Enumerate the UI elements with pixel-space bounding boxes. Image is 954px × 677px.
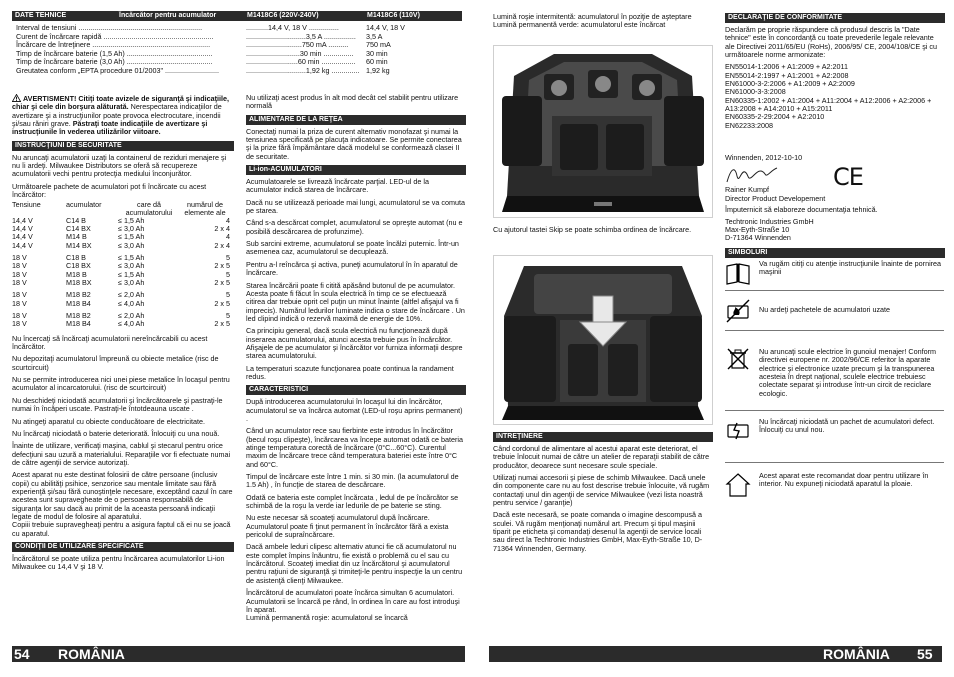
signer-name: Rainer Kumpf xyxy=(725,185,769,195)
spec-header-model1: M1418C6 (220V-240V) xyxy=(247,12,319,19)
company-name: Techtronic Industries GmbH xyxy=(725,216,814,226)
paragraph: Când s-a descărcat complet, acumulatorul se opreşte automat (nu e posibilă descărcarea de profunzime). xyxy=(246,218,463,236)
paragraph: Dacă nu se utilizează perioade mai lungi, acumulatorul se va comuta pe starea. xyxy=(246,197,465,216)
section-header-safety: INSTRUCŢIUNI DE SECURITATE xyxy=(12,141,234,151)
page-number: 54 xyxy=(14,646,30,662)
symbol-row xyxy=(725,418,945,454)
spec-header-product: Încărcător pentru acumulator xyxy=(119,12,217,19)
spec-row: Timp de încărcare baterie (3,0 Ah) ........................................... ..........................60 min ................. 60 min xyxy=(16,57,388,66)
symbol-row xyxy=(725,470,945,506)
section-header-maintenance: INTREŢINERE xyxy=(493,432,713,442)
section-header-li-ion: Li-ion-ACUMULATORI xyxy=(246,165,466,175)
table-row: 14,4 V C14 BX ≤ 3,0 Ah 2 x 4 xyxy=(12,223,230,233)
place-date: Winnenden, 2012-10-10 xyxy=(725,153,803,163)
photo-caption: Cu ajutorul tastei Skip se poate schimba ordinea de încărcare. xyxy=(493,226,692,234)
damaged-battery-icon xyxy=(725,418,751,444)
warning-triangle-icon xyxy=(12,94,21,102)
section-header-mains: ALIMENTARE DE LA REŢEA xyxy=(246,115,466,125)
paragraph: Ca principiu general, dacă scula electrică nu funcţionează după inserarea acumulatorului, atunci acesta trebuie pus în încărcător. Afişajele de pe acumulator şi încărcător vor furniza informaţii despre starea acumulatorului. xyxy=(246,326,463,361)
spec-row: Greutatea conform „EPTA procedure 01/2003" ........................... ..............................1,92 kg .............. 1,92 kg xyxy=(16,65,390,75)
paragraph: Lumină roşie intermitentă: acumulatorul în poziţie de aşteptare xyxy=(493,13,692,21)
table-row: 14,4 V C14 B ≤ 1,5 Ah 4 xyxy=(12,215,230,225)
paragraph: Utilizaţi numai accesorii şi piese de schimb Milwaukee. Dacă unele din componente care nu au fost descrise trebuie înlocuite, vă rugăm contactaţi unul din agenţii de service Milwaukee (vezi lista noastră pentru service / garanţie) xyxy=(493,473,710,508)
list-item: EN55014-1:2006 + A1:2009 + A2:2011 xyxy=(725,62,848,72)
paragraph: Lumină permanentă verde: acumulatorul este încărcat xyxy=(493,20,666,30)
paragraph: Dacă este necesară, se poate comanda o imagine descompusă a sculei. Vă rugăm menţionaţi numărul art. Precum şi tipul maşinii tiparit pe eticheta şi comandaţi desenul la agenţii de service locali sau direct la Techtronic Industries GmbH, Max-Eyth-Straße 10, D-71364 Winnenden, Germany. xyxy=(493,510,703,553)
table-row: 14,4 V M14 BX ≤ 3,0 Ah 2 x 4 xyxy=(12,240,230,250)
symbol-row xyxy=(725,338,945,398)
table-row: 18 V M18 B4 ≤ 4,0 Ah 2 x 5 xyxy=(12,298,230,308)
divider xyxy=(725,330,944,331)
list-item: EN60335-2-29:2004 + A2:2010 xyxy=(725,112,825,122)
paragraph: Nu este necesar să scoateţi acumulatorul după încărcare. Acumulatorul poate fi ţinut permanent în încărcător fără a exista pericolul de supraîncărcare. xyxy=(246,513,449,540)
paragraph: Nu depozitaţi acumulatorul împreună cu obiecte metalice (risc de scurtcircuit) xyxy=(12,354,219,372)
paragraph: Copiii trebuie supravegheaţi pentru a asigura faptul că ei nu se joacă cu aparatul. xyxy=(12,520,231,538)
warning-bold-2: Păstraţi toate indicaţiile de avertizare şi instrucţiunile în vederea utilizărilor viitoare. xyxy=(12,119,208,137)
crossed-bin-icon xyxy=(725,346,751,372)
paragraph: Încărcătorul de acumulatori poate încărca simultan 6 acumulatori. Acumulatorii se încarcă pe rând, în ordinea în care au fost introduşi în aparat. xyxy=(246,588,460,614)
symbol-text: Va rugăm citiţi cu atenţie instrucţiunile înainte de pornirea maşinii xyxy=(759,259,942,277)
spec-row: Timp de încărcare baterie (1,5 Ah) ........................................... ...........................30 min ............... 30 min xyxy=(16,48,388,58)
table-row: 18 V M18 BX ≤ 3,0 Ah 2 x 5 xyxy=(12,278,230,288)
page-number: 55 xyxy=(917,646,933,662)
list-item: EN61000-3-3:2008 xyxy=(725,87,786,97)
table-row: 14,4 V M14 B ≤ 1,5 Ah 4 xyxy=(12,232,230,242)
paragraph: Nu utilizaţi acest produs în alt mod decât cel stabilit pentru utilizare normală xyxy=(246,94,459,111)
paragraph: Lumină permanentă roşie: acumulatorul se încarcă xyxy=(246,613,408,623)
paragraph: Sub sarcini extreme, acumulatorul se poate încălzi puternic. Într-un asemenea caz, acumulatorul se decuplează. xyxy=(246,239,459,257)
section-header-declaration: DECLARAŢIE DE CONFORMITATE xyxy=(725,13,945,23)
paragraph: Când un acumulator rece sau fierbinte este introdus în încărcător (becul roşu clipeşte), încărcarea va începe automat odată ce bateria atinge temperatura corectă de încărcare (0°C...60°C). Curentul maxim de încărcare trece când temperatura bateriei este între 0°C and 60°C. xyxy=(246,426,463,469)
paragraph: Următoarele pachete de acumulatori pot fi încărcate cu acest încărcător: xyxy=(12,181,207,200)
symbols-layer xyxy=(477,0,954,677)
paragraph: Nu atingeţi aparatul cu obiecte conducătoare de electricitate. xyxy=(12,416,205,426)
paragraph: Conectaţi numai la priza de curent alternativ monofazat şi numai la tensiunea specificată pe placuţa indicatoare. Se permite conectarea şi la prize fără împământare dacă modelul se conformează clasei II de securitate. xyxy=(246,126,462,161)
section-header-conditions: CONDIŢII DE UTILIZARE SPECIFICATE xyxy=(12,542,234,552)
paragraph: Când cordonul de alimentare al acestui aparat este deteriorat, el trebuie înlocuit numai de către un atelier de reparaţii stabilit de către producător, deoarece sunt necesare scule speciale. xyxy=(493,444,710,470)
paragraph: Starea încărcării poate fi citită apăsând butonul de pe acumulator. Acesta poate fi făcut în scula electrică în timp ce se efectuează citirea dar trebuie oprit cel puţin un minut înainte (altfel afişajul va fi imprecis). Numărul ledurilor luminate indica o stare de încărcare . Un led clipind indică o rezervă maximă de energie de 10%. xyxy=(246,280,465,323)
battery-table xyxy=(12,201,230,328)
signer-title: Director Product Developement xyxy=(725,193,826,203)
table-row: 18 V M18 B2 ≤ 2,0 Ah 5 xyxy=(12,290,230,300)
spec-header-bar xyxy=(12,11,462,21)
book-icon xyxy=(725,260,751,286)
table-row: 18 V C18 B ≤ 1,5 Ah 5 xyxy=(12,253,230,262)
paragraph: Nu se permite introducerea nici unei piese metalice în locaşul pentru acumulator al incarcatorului. (risc de scurtcircuit) xyxy=(12,375,230,393)
divider xyxy=(725,462,944,463)
table-row: 18 V M18 B4 ≤ 4,0 Ah 2 x 5 xyxy=(12,319,230,329)
spec-row: Interval de tensiuni .............................................................. ...........14,4 V, 18 V ............... 14,4 V, 18 V xyxy=(16,23,405,32)
paragraph: La temperaturi scazute funcţionarea poate continua la randament redus. xyxy=(246,363,454,381)
house-icon xyxy=(725,472,751,498)
spec-row: Curent de încărcare rapidă ....................................................... ..............................3,5 A ................ 3,5 A xyxy=(16,31,383,41)
table-row: 18 V C18 BX ≤ 3,0 Ah 2 x 5 xyxy=(12,261,230,271)
footer-bar xyxy=(489,646,942,662)
paragraph: Dacă ambele leduri clipesc alternativ atunci fie că acumulatorul nu este complet împins înăuntru, fie există o problemă cu el sau cu încărcătorul. Scoateţi imediat din uz încărcătorul şi acumulatorul pentru raţiuni de siguranţă şi trimiteţi-le pentru inspecţie la un centru de asistenţă clienţi Milwaukee. xyxy=(246,542,463,585)
paragraph: Înainte de utilizare, verificaţi maşina, cablul şi stecarul pentru orice defecţiuni sau uzură a materialului. Reparaţiile vor fi efectuate numai de către agenţii de service autorizaţi. xyxy=(12,441,231,467)
table-row: 18 V M18 B2 ≤ 2,0 Ah 5 xyxy=(12,311,230,321)
symbol-text: Acest aparat este recomandat doar pentru utilizare în interior. Nu expuneţi niciodată aparatul la ploaie. xyxy=(759,471,929,489)
paragraph: Nu aruncaţi acumulatorii uzaţi la containerul de reziduri menajere şi nu îi ardeţi. Milwaukee Distributors se oferă să recupereze acumulatorii vechi pentru protecţia mediului înconjurător. xyxy=(12,152,227,179)
symbol-text: Nu încărcaţi niciodată un pachet de acumulatori defect. Înlocuiţi cu unul nou. xyxy=(759,417,935,435)
divider xyxy=(725,290,944,291)
paragraph: Nu încercaţi să încărcaţi acumulatorii nereîncărcabili cu acest încărcător. xyxy=(12,333,208,352)
divider xyxy=(725,410,944,411)
paragraph: Acumulatoarele se livrează încărcate parţial. LED-ul de la acumulator indică starea de încărcare. xyxy=(246,177,429,195)
spec-row: Încărcare de întreţinere ........................................................... ............................750 mA .......... 750 mA xyxy=(16,40,391,49)
section-header-features: CARACTERISTICI xyxy=(246,385,466,395)
warning-bold: AVERTISMENT! Citiţi toate avizele de siguranţă şi indicaţiile, chiar şi cele din borşura alăturată. xyxy=(12,94,229,112)
left-column-1 xyxy=(12,94,234,644)
list-item: EN55014-2:1997 + A1:2001 + A2:2008 xyxy=(725,70,849,80)
list-item: EN62233:2008 xyxy=(725,120,773,130)
paragraph: După introducerea acumulatorului în locaşul lui din încărcător, acumulatorul se va încărca automat (LED-ul roşu aprins permanent) . xyxy=(246,397,463,423)
symbol-text: Nu ardeţi pachetele de acumulatori uzate xyxy=(759,305,891,314)
company-city: D-71364 Winnenden xyxy=(725,233,791,243)
left-column-2 xyxy=(246,94,466,644)
ce-mark-icon: CE xyxy=(833,163,863,192)
paragraph: Nu deschideţi niciodată acumulatorii şi încărcătoarele şi pastraţi-le numai în încăperi uscate. Pastraţi-le întotdeauna uscate . xyxy=(12,395,223,414)
paragraph: Acest aparat nu este destinat folosirii de către persoane (inclusiv copii) cu abilităţi psihice, senzorice sau mentale limitate sau fără experienţă şi/sau fără cunoştinţele necesare, exceptând cazul în care acestea sunt supravegheate de o persoana responsabilă de siguranţa lor sau dacă au primit de la aceasta persoană indicaţii legate de modul de folosire al aparatului. xyxy=(12,470,233,521)
paragraph: Încărcătorul se poate utiliza pentru încărcarea acumulatorilor Li-ion Milwaukee cu 14,4 V şi 18 V. xyxy=(12,553,225,572)
paragraph: Odată ce bateria este complet încărcata , ledul de pe încărcător se schimbă de la roşu la verde iar ledurile de pe baterie se sting. xyxy=(246,492,459,511)
paragraph: Pentru a-l reîncărca şi activa, puneţi acumulatorul în în aparatul de încărcare. xyxy=(246,259,458,278)
footer-language: ROMÂNIA xyxy=(58,646,125,662)
symbol-row xyxy=(725,260,945,288)
list-item: EN60335-1:2002 + A1:2004 + A11:2004 + A12:2006 + A2:2006 + A13:2008 + A14:2010 + A15:2011 xyxy=(725,95,932,114)
footer-language: ROMÂNIA xyxy=(823,646,890,662)
page-55 xyxy=(477,0,954,677)
company-street: Max-Eyth-Straße 10 xyxy=(725,224,790,234)
footer-bar xyxy=(12,646,465,662)
warning-block xyxy=(12,94,234,137)
spec-header-model2: M1418C6 (110V) xyxy=(367,12,420,19)
table-header-row: Tensiune acumulator care dă acumulatorului numărul de elemente ale xyxy=(12,200,226,218)
authorization-text: Împuternicit să elaboreze documentaţia tehnică. xyxy=(725,205,878,215)
paragraph: Timpul de încărcare este între 1 min. si 30 min. (la acumulatorul de 1.5 Ah) , în funcţie de starea de descărcare. xyxy=(246,472,459,490)
no-fire-battery-icon xyxy=(725,298,751,324)
spec-header-title: DATE TEHNICE xyxy=(15,12,67,19)
paragraph: Declarăm pe proprie răspundere că produsul descris la "Date tehnice" este în concordanţă cu toate prevederile legale relevante ale Directivei 2011/65/EU (RoHs), 2006/95/ CE, 2004/108/CE şi cu următoarele norme armonizate: xyxy=(725,25,938,60)
table-row: 18 V M18 B ≤ 1,5 Ah 5 xyxy=(12,269,230,279)
paragraph: Nu încărcaţi niciodată o baterie deteriorată. Înlocuiţi cu una nouă. xyxy=(12,428,220,438)
symbol-text: Nu aruncaţi scule electrice în gunoiul menajer! Conform directivei europene nr. 2002/96/CE referitor la aparate electrice şi electronice uzate precum şi la transpunerea acesteia în drept naţional, sculele electrice trebuiesc colectate separat şi introduse într-un circit de reciclare ecologic. xyxy=(759,347,936,398)
section-header-symbols: SIMBOLURI xyxy=(725,248,945,258)
symbol-row xyxy=(725,298,945,328)
warning-text: Nerespectarea indicaţiilor de avertizare şi a instrucţiunilor poate provoca electrocutare, incendii şi/sau răniri grave. xyxy=(12,102,222,129)
list-item: EN61000-3-2:2006 + A1:2009 + A2:2009 xyxy=(725,79,855,89)
